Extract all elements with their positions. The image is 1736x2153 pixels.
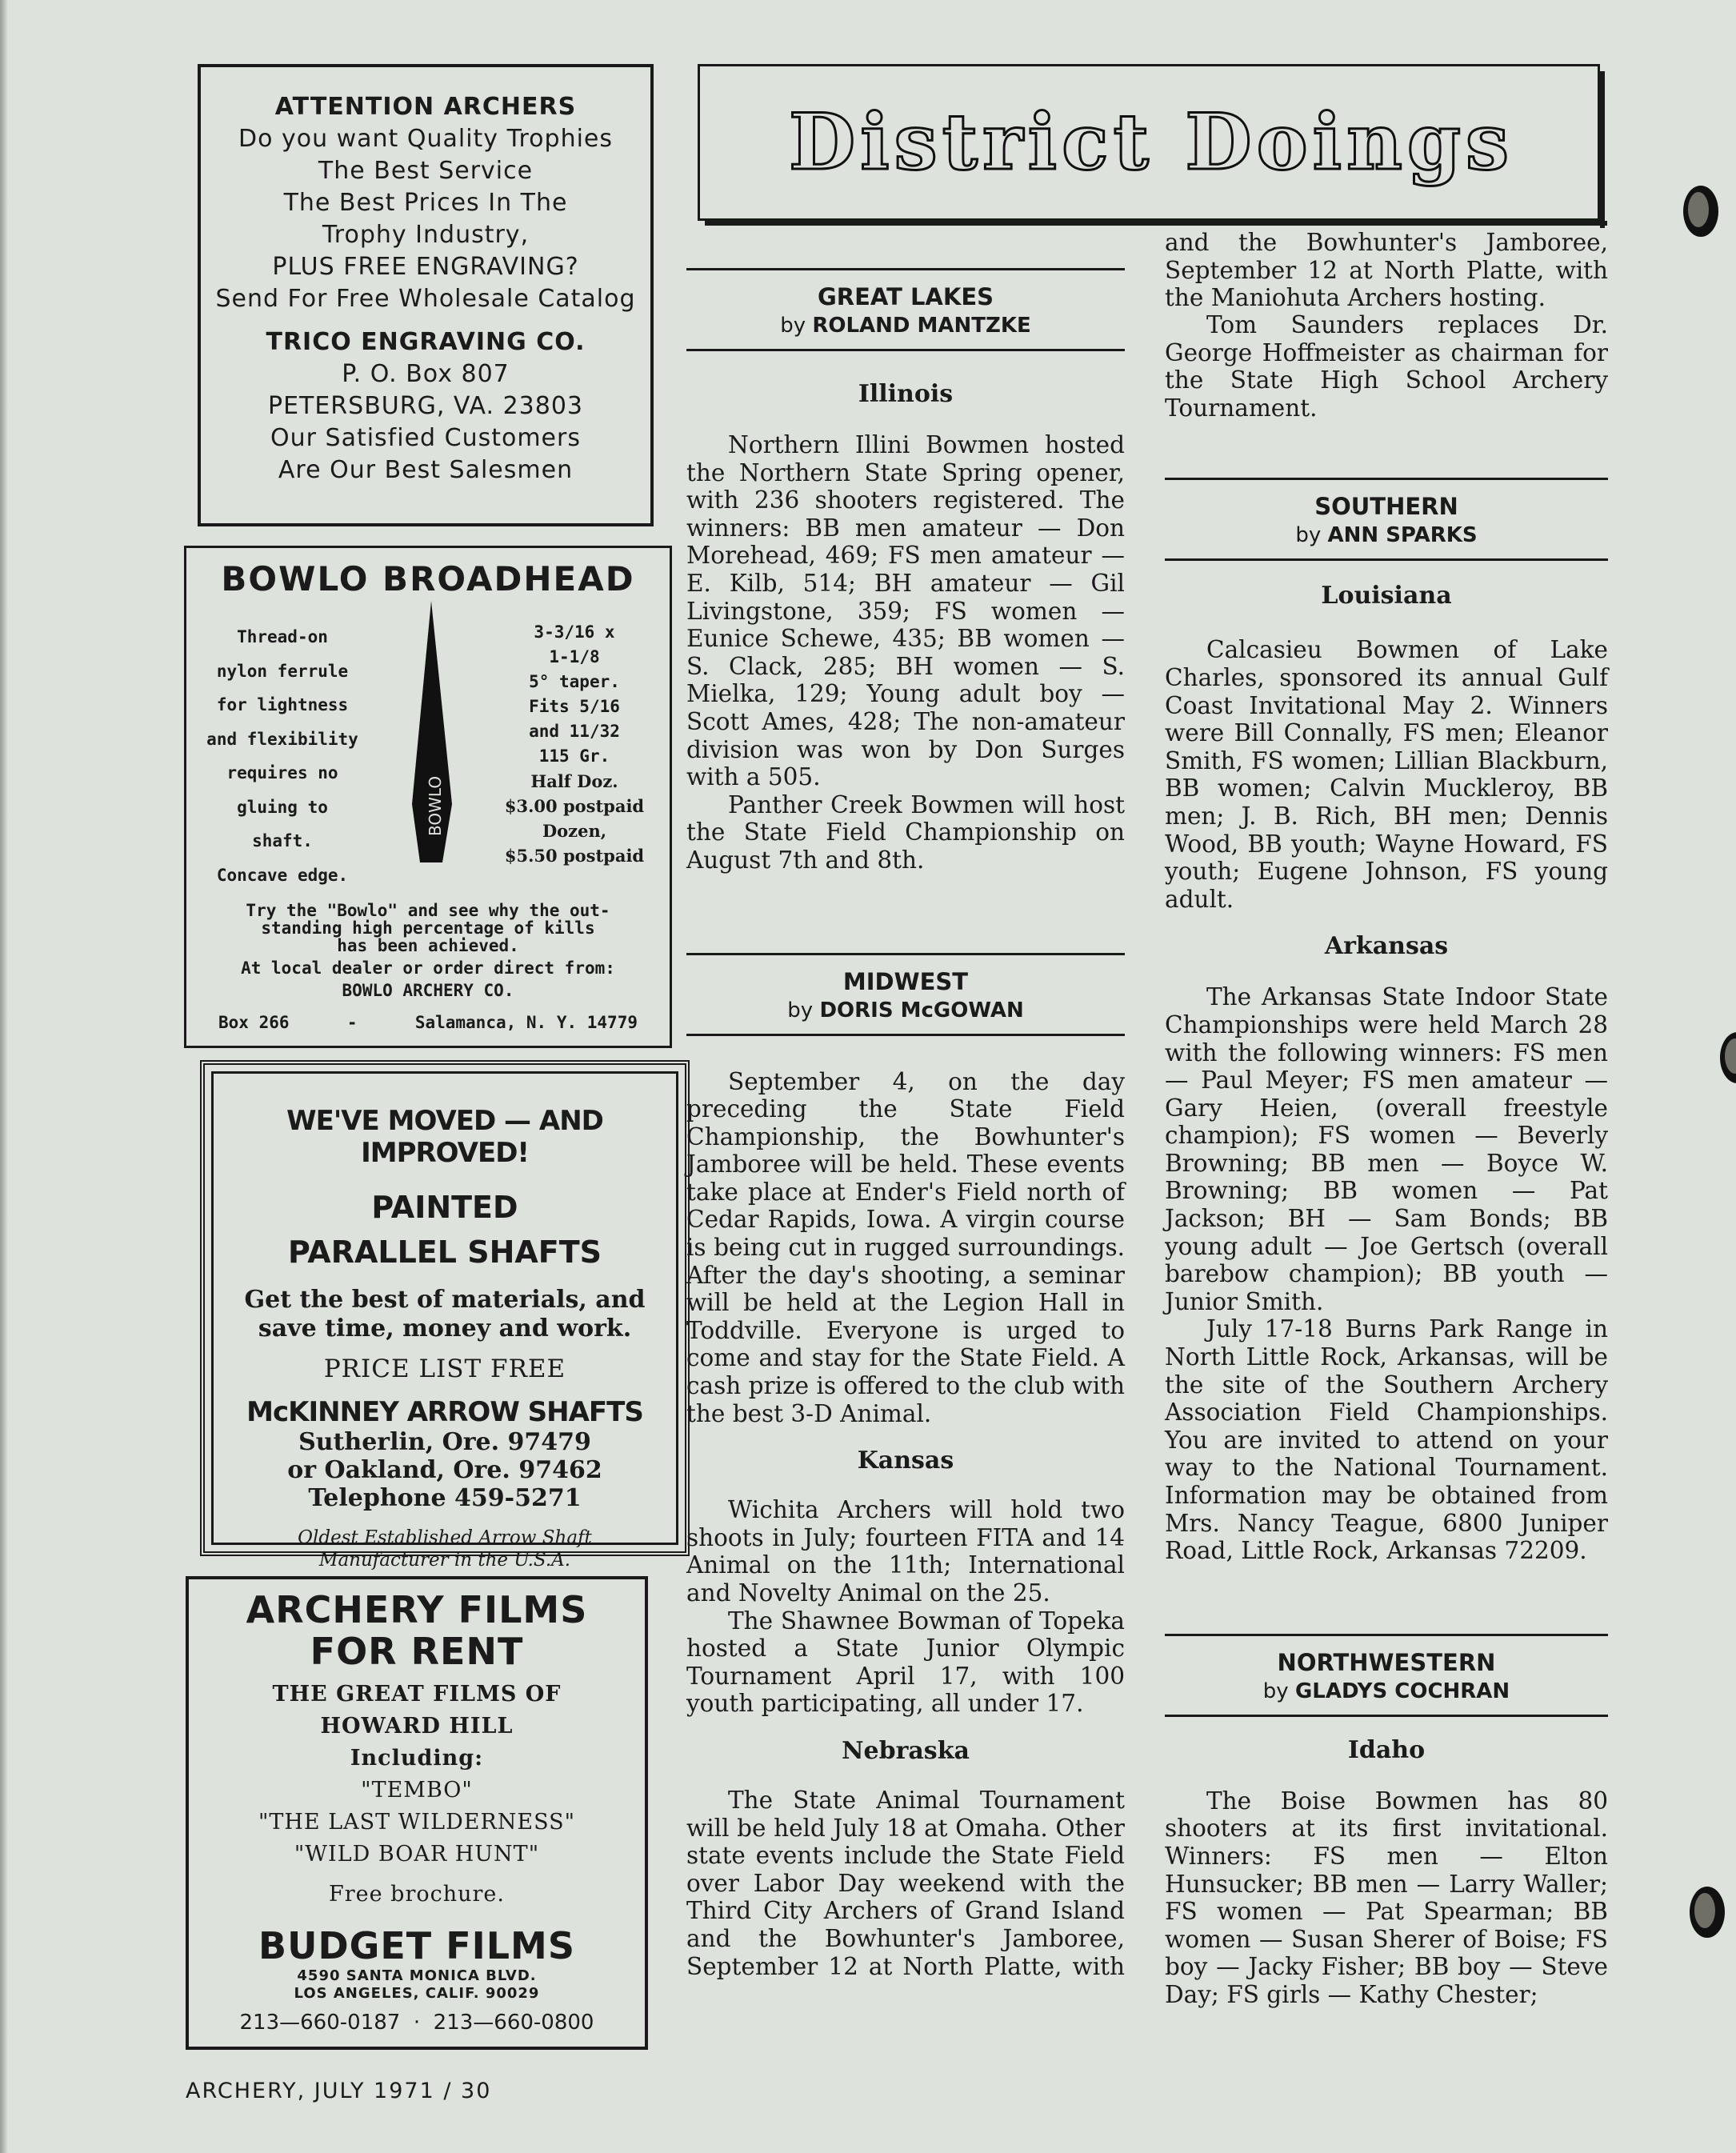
ad-line: Are Our Best Salesmen — [278, 456, 574, 484]
ad-headline: ARCHERY FILMS — [246, 1588, 588, 1631]
ad-address: LOS ANGELES, CALIF. 90029 — [294, 1985, 540, 2002]
page-footer: ARCHERY, JULY 1971 / 30 — [186, 2079, 492, 2103]
paragraph: The Arkansas State Indoor State Championships were held March 28 with the following winners: FS men — Paul Meyer; FS men amateur — Gary Heien, (overall freestyle champion); FS women — Beverly Browning; BB men — Boyce W. Browning; BB women — Pat Jackson; BH — Sam Bonds; BB young adult — Joe Gertsch (overall barebow champion); BB youth — Junior Smith. — [1165, 983, 1608, 1315]
paragraph: Tom Saunders replaces Dr. George Hoffmeister as chairman for the State High School Archery Tournament. — [1165, 311, 1608, 422]
ad-box: Box 266 — [218, 1013, 290, 1032]
state-heading: Arkansas — [1324, 932, 1449, 961]
ad-company: BUDGET FILMS — [258, 1924, 575, 1967]
ad-line: requires no — [226, 763, 338, 782]
section-title: GREAT LAKES — [817, 283, 994, 310]
ad-line: 3-3/16 x — [534, 622, 615, 642]
ad-line: Dozen, — [542, 821, 607, 841]
byline — [686, 997, 1125, 1024]
byline-prefix: by — [1295, 523, 1322, 548]
ad-line: Do you want Quality Trophies — [238, 125, 614, 153]
ad-address: 4590 SANTA MONICA BLVD. — [297, 1967, 537, 1984]
ad-separator: - — [346, 1013, 358, 1032]
section-title: NORTHWESTERN — [1277, 1648, 1496, 1676]
ad-line: 5° taper. — [529, 672, 620, 691]
ad-line: P. O. Box 807 — [342, 360, 510, 388]
ad-address-row — [194, 999, 662, 1031]
banner-title-art — [700, 66, 1602, 223]
author: GLADYS COCHRAN — [1294, 1679, 1510, 1703]
ad-line: nylon ferrule — [216, 661, 349, 681]
paragraph-continued — [1165, 228, 1608, 311]
ad-phone: 213—660-0800 — [433, 2011, 594, 2035]
ad-line: HOWARD HILL — [320, 1714, 514, 1739]
mckinney-arrow-shafts-ad — [200, 1060, 690, 1571]
paragraph: July 17-18 Burns Park Range in North Little Rock, Arkansas, will be the site of the Southern Archery Association Field Championships. You are invited to attend on your way to the National Tournament. Information may be obtained from Mrs. Nancy Teague, 6800 Juniper Road, Little Rock, Arkansas 72209. — [1165, 1315, 1608, 1565]
ad-line: and 11/32 — [529, 722, 620, 741]
state-heading: Idaho — [1347, 1735, 1426, 1764]
ad-line: gluing to — [237, 797, 328, 817]
film-title: "THE LAST WILDERNESS" — [258, 1810, 576, 1835]
ad-line: Fits 5/16 — [529, 697, 620, 716]
ad-line: and flexibility — [206, 729, 358, 749]
ad-line: for lightness — [216, 695, 349, 714]
paragraph: Panther Creek Bowmen will host the State Field Championship on August 7th and 8th. — [686, 790, 1125, 874]
ad-line: Free brochure. — [329, 1882, 505, 1907]
paragraph: The Shawnee Bowman of Topeka hosted a State Junior Olympic Tournament April 17, with 100 youth participating, all under 17. — [686, 1607, 1125, 1718]
section-title: SOUTHERN — [1314, 493, 1458, 521]
ad-company: BOWLO ARCHERY CO. — [342, 981, 514, 1000]
paragraph: Calcasieu Bowmen of Lake Charles, sponsored its annual Gulf Coast Invitational May 2. Winners were Bill Connally, FS men; Eleanor Smith, FS women; Lillian Blackburn, BB women; Calvin Muckleroy, BB men; J. B. Rich, BH men; Dennis Wood, BB youth; Wayne Howard, FS youth; Eugene Johnson, FS young adult. — [1165, 636, 1608, 913]
paragraph: Wichita Archers will hold two shoots in July; fourteen FITA and 14 Animal on the 11th; International and Novelty Animal on the 25. — [686, 1496, 1125, 1607]
ad-address: Sutherlin, Ore. 97479 — [298, 1428, 591, 1456]
ad-line: Send For Free Wholesale Catalog — [215, 285, 636, 313]
byline-prefix: by — [780, 314, 806, 338]
ad-line: The Best Service — [318, 157, 534, 185]
ad-address: or Oakland, Ore. 97462 — [287, 1456, 602, 1484]
ad-line: $3.00 postpaid — [504, 796, 645, 816]
ad-separator: · — [413, 2011, 421, 2035]
page-edge-shadow — [0, 0, 8, 2153]
ad-line: Half Doz. — [530, 771, 618, 791]
ad-city: Salamanca, N. Y. 14779 — [414, 1013, 638, 1032]
ad-tagline: Manufacturer in the U.S.A. — [318, 1550, 571, 1571]
ad-line: Our Satisfied Customers — [270, 424, 581, 452]
punch-hole — [1720, 1032, 1736, 1083]
ad-title: PARALLEL SHAFTS — [287, 1235, 602, 1270]
ad-line: Try the "Bowlo" and see why the out- — [246, 901, 610, 920]
paragraph: September 4, on the day preceding the State Field Championship, the Bowhunter's Jamboree will be held. These events take place at Ender's Field north of Cedar Rapids, Iowa. A virgin course is being cut in rugged surroundings. After the day's shooting, a seminar will be held at the Legion Hall in Toddville. Everyone is urged to come and stay for the State Field. A cash prize is offered to the club with the best 3-D Animal. — [686, 1067, 1125, 1427]
byline — [1165, 1678, 1608, 1705]
continued-text: and the Bowhunter's Jamboree, September 12 at North Platte, with the Maniohuta Archers hosting. — [1165, 228, 1608, 311]
ad-bottom-text — [194, 902, 662, 1031]
ad-line: save time, money and work. — [258, 1315, 632, 1343]
ad-line: PLUS FREE ENGRAVING? — [272, 253, 579, 281]
author: ROLAND MANTZKE — [812, 314, 1031, 338]
author: ANN SPARKS — [1327, 523, 1478, 548]
column-1 — [686, 268, 1125, 1980]
district-doings-banner — [698, 64, 1600, 221]
section-header-northwestern — [1165, 1634, 1608, 1717]
paragraph: Northern Illini Bowmen hosted the Northern State Spring opener, with 236 shooters registered. The winners: BB men amateur — Don Morehead, 469; FS men amateur — E. Kilb, 514; BH amateur — Gil Livingstone, 359; FS women — Eunice Schewe, 435; BB women — S. Clack, 285; BH women — S. Mielka, 129; Young adult boy — Scott Ames, 428; The non-amateur division was won by Don Surges with a 505. — [686, 431, 1125, 791]
state-heading: Louisiana — [1321, 582, 1452, 610]
section-header-southern — [1165, 478, 1608, 561]
ad-phone: Telephone 459-5271 — [308, 1484, 582, 1512]
byline-prefix: by — [1262, 1679, 1289, 1703]
column-2 — [1165, 228, 1608, 2009]
section-header-midwest — [686, 953, 1125, 1036]
film-title: "WILD BOAR HUNT" — [294, 1842, 540, 1867]
ad-company: TRICO ENGRAVING CO. — [266, 328, 586, 356]
trico-engraving-ad — [198, 64, 654, 526]
ad-line: Concave edge. — [216, 865, 349, 885]
ad-line: At local dealer or order direct from: — [241, 958, 615, 978]
ad-headline: BOWLO BROADHEAD — [221, 559, 635, 598]
author: DORIS McGOWAN — [819, 998, 1024, 1022]
ad-line: The Best Prices In The — [283, 189, 568, 217]
film-title: "TEMBO" — [361, 1778, 473, 1803]
section-title: MIDWEST — [842, 967, 969, 995]
ad-phones — [189, 2011, 645, 2035]
ad-line: Trophy Industry, — [322, 221, 530, 249]
ad-company: McKINNEY ARROW SHAFTS — [246, 1396, 643, 1428]
ad-phone: 213—660-0187 — [239, 2011, 401, 2035]
byline-prefix: by — [787, 998, 814, 1022]
punch-hole — [1690, 1887, 1725, 1938]
bowlo-broadhead-ad — [184, 546, 672, 1048]
page-title: District Doings — [788, 97, 1514, 187]
broadhead-label: BOWLO — [426, 775, 445, 836]
ad-line: 1-1/8 — [549, 647, 600, 666]
ad-line: THE GREAT FILMS OF — [272, 1682, 562, 1707]
ad-headline: WE'VE MOVED — AND IMPROVED! — [286, 1105, 603, 1169]
paragraph: The State Animal Tournament will be held July 18 at Omaha. Other state events include the State Field over Labor Day weekend with the Third City Archers of Grand Island and the Bowhunter's Jamboree, September 12 at North Platte, with — [686, 1786, 1125, 1980]
ad-headline: ATTENTION ARCHERS — [274, 93, 577, 121]
section-header-great-lakes — [686, 268, 1125, 351]
ad-line: Get the best of materials, and — [244, 1286, 646, 1314]
paragraph: The Boise Bowmen has 80 shooters at its first invitational. Winners: FS men — Elton Hunsucker; BB men — Larry Waller; FS women — Pat Spearman; BB women — Susan Sherer of Boise; FS boy — Jacky Fisher; BB boy — Steve Day; FS girls — Kathy Chester; — [1165, 1787, 1608, 2008]
ad-line: Including: — [350, 1746, 484, 1771]
ad-line: standing high percentage of kills — [261, 918, 595, 938]
byline — [1165, 522, 1608, 549]
state-heading: Kansas — [857, 1447, 954, 1475]
ad-title: PAINTED — [371, 1190, 518, 1225]
ad-line: shaft. — [252, 831, 313, 850]
state-heading: Illinois — [858, 380, 954, 408]
budget-films-ad — [186, 1576, 648, 2050]
ad-headline: FOR RENT — [310, 1630, 524, 1673]
ad-line: PETERSBURG, VA. 23803 — [267, 392, 584, 420]
ad-line: has been achieved. — [337, 936, 519, 955]
byline — [686, 312, 1125, 339]
ad-line: Thread-on — [237, 627, 328, 646]
state-heading: Nebraska — [842, 1736, 970, 1765]
ad-line: $5.50 postpaid — [504, 846, 645, 866]
ad-line: 115 Gr. — [538, 746, 610, 766]
ad-line: PRICE LIST FREE — [323, 1355, 566, 1383]
ad-right-text — [490, 620, 658, 868]
ad-tagline: Oldest Established Arrow Shaft — [298, 1527, 592, 1548]
punch-hole — [1683, 186, 1718, 237]
